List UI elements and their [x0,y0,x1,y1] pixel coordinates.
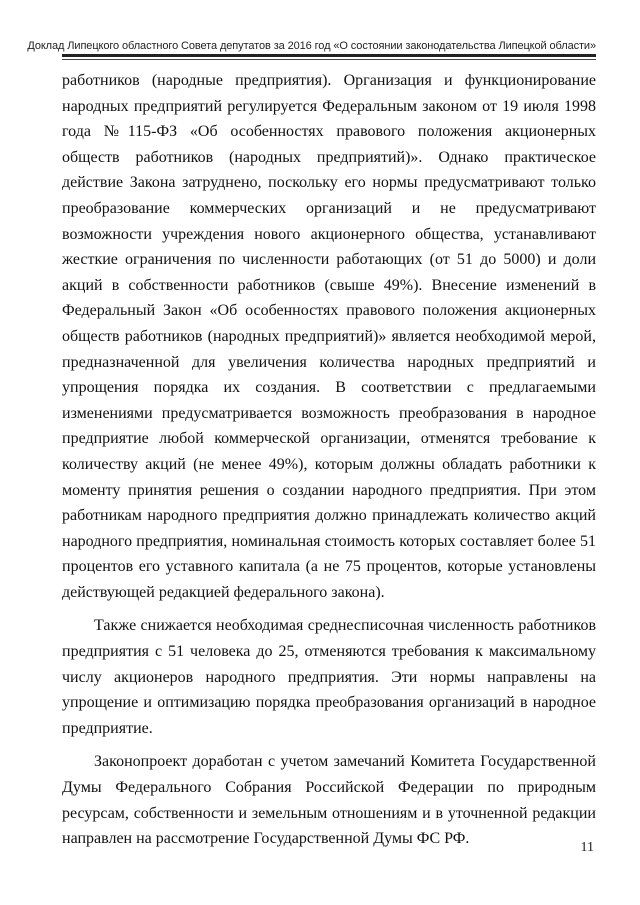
header-rule-thick [62,54,596,57]
body-paragraph-2: Также снижается необходимая среднесписочная численность работников предприятия с 51 человека до 25, отменяются требования к максимальному числу акционеров народного предприятия. Эти нормы направлены на упрощение и оптимизацию порядка преобразования организаций в народное предприятие. [62,617,596,737]
body-paragraph-1: работников (народные предприятия). Организация и функционирование народных предприятий регулируется Федеральным законом от 19 июля 1998 года №115-ФЗ «Об особенностях правового положения акционерных обществ работников (народных предприятий)». Однако практическое действие Закона затруднено, поскольку его нормы предусматривают только преобразование коммерческих организаций и не предусматривают возможности учреждения нового акционерного общества, устанавливают жесткие ограничения по численности работающих (от 51 до 5000) и доли акций в собственности работников (свыше 49%). Внесение изменений в Федеральный Закон «Об особенностях правового положения акционерных обществ работников (народных предприятий)» является необходимой мерой, предназначенной для увеличения количества народных предприятий и упрощения порядка их создания. В соответствии с предлагаемыми изменениями предусматривается возможность преобразования в народное предприятие любой коммерческой организации, отменятся требование к количеству акций (не менее 49%), которым должны обладать работники к моменту принятия решения о создании народного предприятия. При этом работникам народного предприятия должно принадлежать количество акций народного предприятия, номинальная стоимость которых составляет более 51 процентов его уставного капитала (а не 75 процентов, которые установлены действующей редакцией федерального закона). [62,72,596,601]
document-body [62,68,596,852]
header-rule-thin [62,59,596,60]
running-title: Доклад Липецкого областного Совета депутатов за 2016 год «О состоянии законодательства Липецкой области» [27,40,596,52]
page-number: 11 [580,840,594,855]
body-paragraph-3: Законопроект доработан с учетом замечаний Комитета Государственной Думы Федерального Собрания Российской Федерации по природным ресурсам, собственности и земельным отношениям и в уточненной редакции направлен на рассмотрение Государственной Думы ФС РФ. [62,753,596,848]
